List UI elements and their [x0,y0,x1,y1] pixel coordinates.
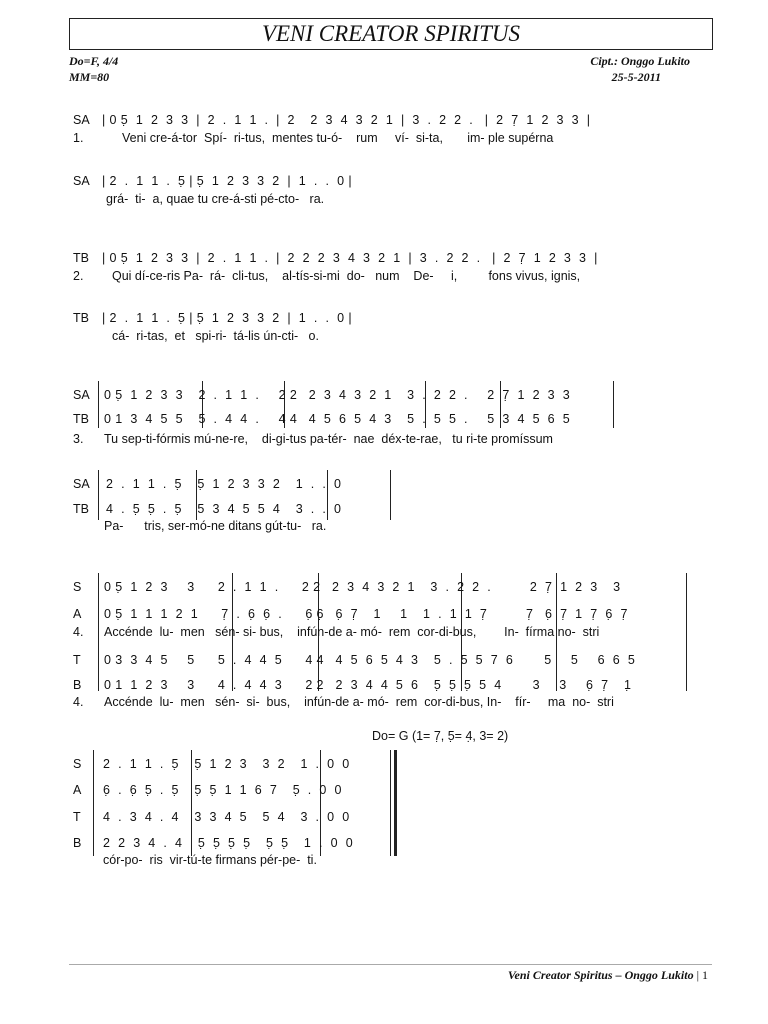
notation-line-t: 4 . 3 4 . 4 3 3 4 5 5 4 3 . 0 0 [103,810,350,824]
system-barline [98,381,99,428]
notation-line-a: 0 5̣ 1 1 1 2 1 7̣ . 6̣ 6̣ . 6̣ 6̣ 6̣ 7̣ 1 1 1 . 1 1 7̣ 7̣ 6̣ 7̣ 1 7̣ 6̣ 7̣ [104,607,628,621]
footer-divider [69,964,712,965]
verse-number: 4. [73,625,84,639]
system-barline [98,470,99,520]
footer-text: Veni Creator Spiritus – Onggo Lukito [507,968,694,982]
voice-label: TB [73,251,89,265]
voice-label: SA [73,388,90,402]
voice-label: TB [73,311,89,325]
notation-line-b: 2 2 3 4 . 4 5̣ 5̣ 5̣ 5̣ 5̣ 5̣ 1 . 0 0 [103,836,354,850]
notation-line-sa: 0 5̣ 1 2 3 3 2 . 1 1 . 2 2 2 3 4 3 2 1 3 . 2 2 . 2 7̣ 1 2 3 3 [104,388,571,402]
voice-label: TB [73,502,89,516]
voice-label: B [73,678,82,692]
voice-label: SA [73,477,90,491]
title-box [69,18,713,50]
lyric-line: cá- ri-tas, et spi-ri- tá-lis ún-cti- o. [112,329,319,343]
voice-label: S [73,757,82,771]
notation-line: | 0 5̣ 1 2 3 3 | 2 . 1 1 . | 2 2 3 4 3 2 1 | 3 . 2 2 . | 2 7̣ 1 2 3 3 | [102,113,591,127]
notation-line: | 2 . 1 1 . 5̣ | 5̣ 1 2 3 3 2 | 1 . . 0 | [102,311,352,325]
voice-label: SA [73,113,90,127]
verse-number: 3. [73,432,84,446]
key-signature: Do=F, 4/4 [69,54,119,68]
barline-final-thick [394,750,397,856]
notation-line-sa: 2 . 1 1 . 5̣ 5̣ 1 2 3 3 2 1 . . 0 [106,477,342,491]
notation-line-t: 0 3 3 4 5 5 5 . 4 4 5 4 4 4 5 6 5 4 3 5 . 5 5 7 6 5 5 6 6 5 [104,653,636,667]
voice-label: T [73,810,81,824]
lyric-line: Tu sep-ti-fórmis mú-ne-re, di-gi-tus pa-tér- nae déx-te-rae, tu ri-te promíssum [104,432,553,446]
voice-label: S [73,580,82,594]
lyric-line: Accénde lu- men sén- si- bus, infún-de a- mó- rem cor-di-bus, In- fírma no- stri [104,625,600,639]
voice-label: SA [73,174,90,188]
voice-label: B [73,836,82,850]
page-title: VENI CREATOR SPIRITUS [261,21,521,46]
lyric-line: Accénde lu- men sén- si- bus, infún-de a- mó- rem cor-di-bus, In- fír- ma no- stri [104,695,614,709]
composition-date: 25-5-2011 [611,70,661,84]
voice-label: TB [73,412,89,426]
system-barline [93,750,94,856]
notation-line-b: 0 1 1 2 3 3 4 . 4 4 3 2 2 2 3 4 4 5 6 5̣ 5̣ 5̣ 5 4 3 3 6̣ 7̣ 1̣ [104,678,632,692]
notation-line-tb: 4 . 5̣ 5̣ . 5̣ 5 3 4 5 5 4 3 . . 0 [106,502,342,516]
lyric-line: Pa- tris, ser-mó-ne ditans gút-tu- ra. [104,519,327,533]
notation-line: | 0 5̣ 1 2 3 3 | 2 . 1 1 . | 2 2 2 3 4 3 2 1 | 3 . 2 2 . | 2 7̣ 1 2 3 3 | [102,251,598,265]
verse-number: 1. [73,131,84,145]
notation-line: | 2 . 1 1 . 5̣ | 5̣ 1 2 3 3 2 | 1 . . 0 | [102,174,352,188]
key-change-annotation: Do= G (1= 7̣, 5̣= 4̣, 3= 2) [372,729,509,743]
voice-label: T [73,653,81,667]
lyric-line: Qui dí-ce-ris Pa- rá- cli-tus, al-tís-si-mi do- num De- i, fons vivus, ignis, [112,269,581,283]
barline-final-thin [390,470,391,520]
notation-line-a: 6̣ . 6̣ 5̣ . 5̣ 5̣ 5̣ 1 1 6 7 5̣ . 0 0 [103,783,342,797]
system-barline [98,573,99,691]
voice-label: A [73,607,82,621]
tempo-marking: MM=80 [69,70,110,84]
page-footer [508,968,708,983]
lyric-line: cór-po- ris vir-tú-te firmans pér-pe- ti. [103,853,317,867]
page-number: | 1 [696,968,708,982]
composer-credit: Cipt.: Onggo Lukito [590,54,690,68]
barline [686,573,687,691]
lyric-line: Veni cre-á-tor Spí- ri-tus, mentes tu-ó- rum ví- si-ta, im- ple supérna [122,131,554,145]
notation-line-tb: 0 1 3 4 5 5 5 . 4 4 . 4 4 4 5 6 5 4 3 5 . 5 5 . 5 3 4 5 6 5 [104,412,571,426]
lyric-line: grá- ti- a, quae tu cre-á-sti pé-cto- ra. [106,192,325,206]
voice-label: A [73,783,82,797]
verse-number: 4. [73,695,84,709]
barline-final-thin [390,750,391,856]
notation-line-s: 2 . 1 1 . 5̣ 5̣ 1 2 3 3 2 1 . 0 0 [103,757,350,771]
verse-number: 2. [73,269,84,283]
barline [613,381,614,428]
notation-line-s: 0 5̣ 1 2 3 3 2 . 1 1 . 2 2 2 3 4 3 2 1 3 . 2 2 . 2 7̣ 1 2 3 3 [104,580,621,594]
